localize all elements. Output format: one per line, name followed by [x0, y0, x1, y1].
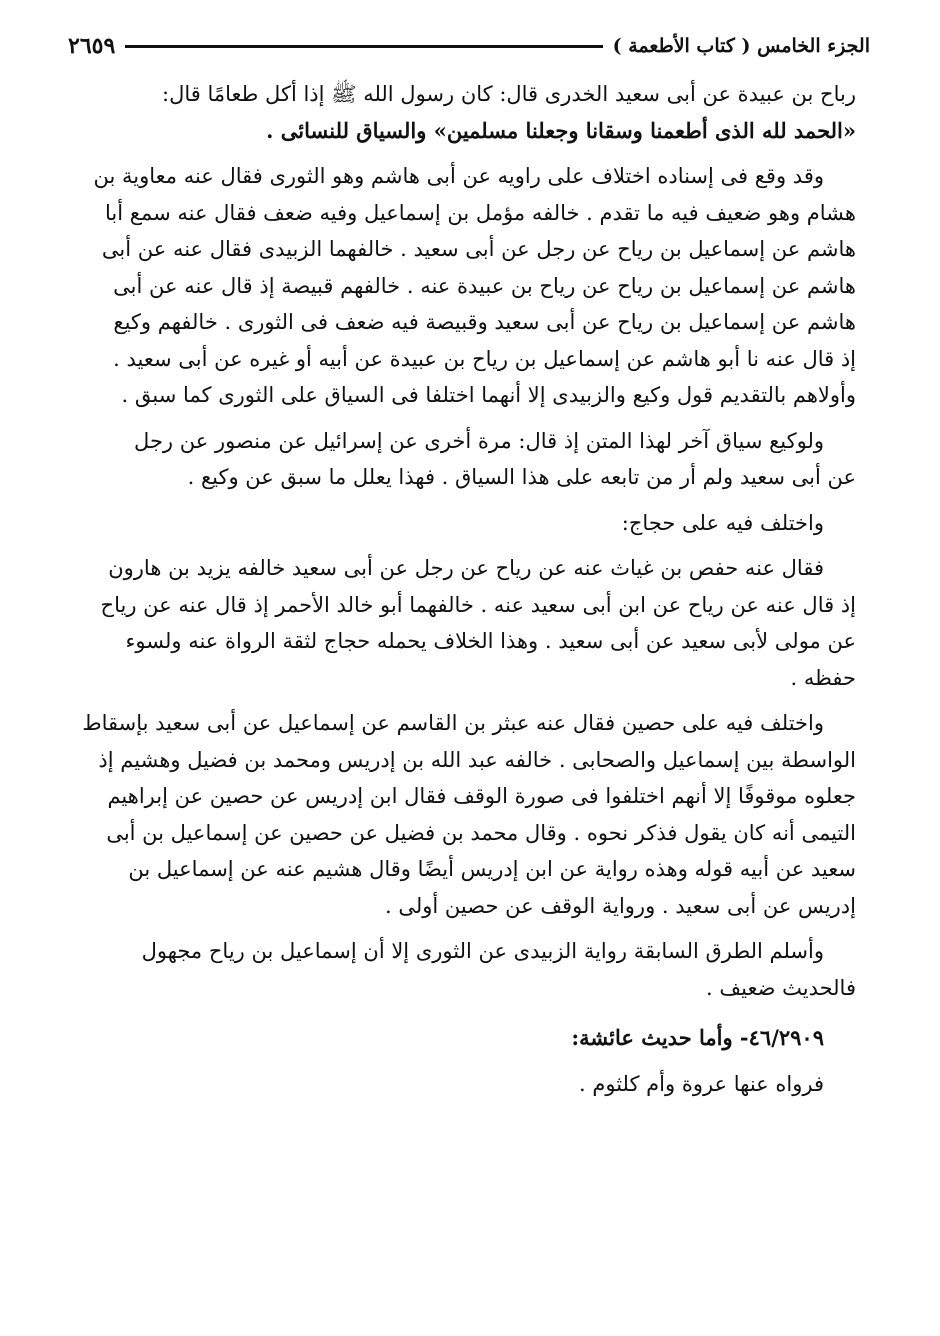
text-line: إدريس عن أبى سعيد . ورواية الوقف عن حصين أولى .	[385, 893, 856, 918]
text-line: إذ قال عنه عن رياح عن ابن أبى سعيد عنه . خالفهما أبو خالد الأحمر إذ قال عنه عن رياح	[100, 592, 856, 617]
text-line: ٤٦/٢٩٠٩- وأما حديث عائشة:	[571, 1025, 824, 1050]
text-line: عن مولى لأبى سعيد عن أبى سعيد . وهذا الخلاف يحمله حجاج لثقة الرواة عنه ولسوء	[125, 629, 856, 653]
text-line: فرواه عنها عروة وأم كلثوم .	[579, 1071, 824, 1096]
text-line: إذ قال عنه نا أبو هاشم عن إسماعيل بن رياح بن عبيدة عن أبيه أو غيره عن أبى سعيد .	[113, 346, 856, 371]
paragraph-hadith-text	[74, 76, 856, 149]
text-line: هاشم عن إسماعيل بن رياح عن رياح بن عبيدة عنه . خالفهم قبيصة إذ قال عنه عن أبى	[113, 273, 856, 298]
text-line: حفظه .	[790, 665, 856, 690]
text-line: هاشم عن إسماعيل بن رياح عن رجل عن أبى سعيد . خالفهما الزبيدى فقال عنه عن أبى	[101, 237, 856, 261]
text-line: «الحمد لله الذى أطعمنا وسقانا وجعلنا مسلمين» والسياق للنسائى .	[266, 117, 856, 143]
paragraph-hajjaj-intro	[74, 505, 856, 542]
page-number: ٢٦٥٩	[68, 33, 116, 59]
text-line: واختلف فيه على حصين فقال عنه عبثر بن القاسم عن إسماعيل عن أبى سعيد بإسقاط	[82, 711, 824, 735]
text-line: وأولاهم بالتقديم قول وكيع والزبيدى إلا أنهما اختلفا فى السياق على الثورى كما سبق .	[121, 383, 856, 407]
paragraph-hajjaj	[74, 550, 856, 696]
text-line: سعيد عن أبيه قوله وهذه رواية عن ابن إدريس أيضًا وقال هشيم عنه عن إسماعيل بن	[128, 857, 856, 881]
page-body	[74, 76, 856, 1102]
text-line: ولوكيع سياق آخر لهذا المتن إذ قال: مرة أخرى عن إسرائيل عن منصور عن رجل	[134, 428, 824, 453]
paragraph-isnad-discussion	[74, 158, 856, 414]
running-title: الجزء الخامس ( كتاب الأطعمة )	[612, 35, 870, 57]
text-line: هاشم عن إسماعيل بن رياح عن أبى سعيد وقبيصة فيه ضعف فى الثورى . خالفهم وكيع	[113, 310, 856, 334]
text-line: وأسلم الطرق السابقة رواية الزبيدى عن الثورى إلا أن إسماعيل بن رياح مجهول	[141, 939, 824, 963]
text-line: هشام وهو ضعيف فيه ما تقدم . خالفه مؤمل بن إسماعيل وفيه ضعف فقال عنه سمع أبا	[105, 200, 856, 225]
text-line: رباح بن عبيدة عن أبى سعيد الخدرى قال: كان رسول الله ﷺ إذا أكل طعامًا قال:	[162, 82, 856, 106]
text-line: الواسطة بين إسماعيل والصحابى . خالفه عبد الله بن إدريس ومحمد بن فضيل وهشيم إذ	[98, 747, 856, 772]
text-line: فقال عنه حفص بن غياث عنه عن رياح عن رجل عن أبى سعيد خالفه يزيد بن هارون	[108, 556, 824, 580]
paragraph-husain	[74, 705, 856, 924]
paragraph-aisha	[74, 1066, 856, 1103]
page-header	[68, 26, 870, 66]
paragraph-conclusion	[74, 933, 856, 1006]
text-line: عن أبى سعيد ولم أر من تابعه على هذا السياق . فهذا يعلل ما سبق عن وكيع .	[187, 465, 856, 489]
text-line: واختلف فيه على حجاج:	[621, 510, 824, 535]
text-line: التيمى أنه كان يقول فذكر نحوه . وقال محمد بن فضيل عن حصين عن إسماعيل بن أبى	[106, 820, 856, 845]
section-heading-aisha	[74, 1020, 856, 1057]
text-line: جعلوه موقوفًا إلا أنهم اختلفوا فى صورة الوقف فقال ابن إدريس عن حصين عن إبراهيم	[107, 784, 856, 808]
header-rule	[125, 45, 602, 48]
text-line: وقد وقع فى إسناده اختلاف على راويه عن أبى هاشم وهو الثورى فقال عنه معاوية بن	[93, 164, 824, 188]
text-line: فالحديث ضعيف .	[706, 975, 856, 1000]
paragraph-waki	[74, 423, 856, 496]
